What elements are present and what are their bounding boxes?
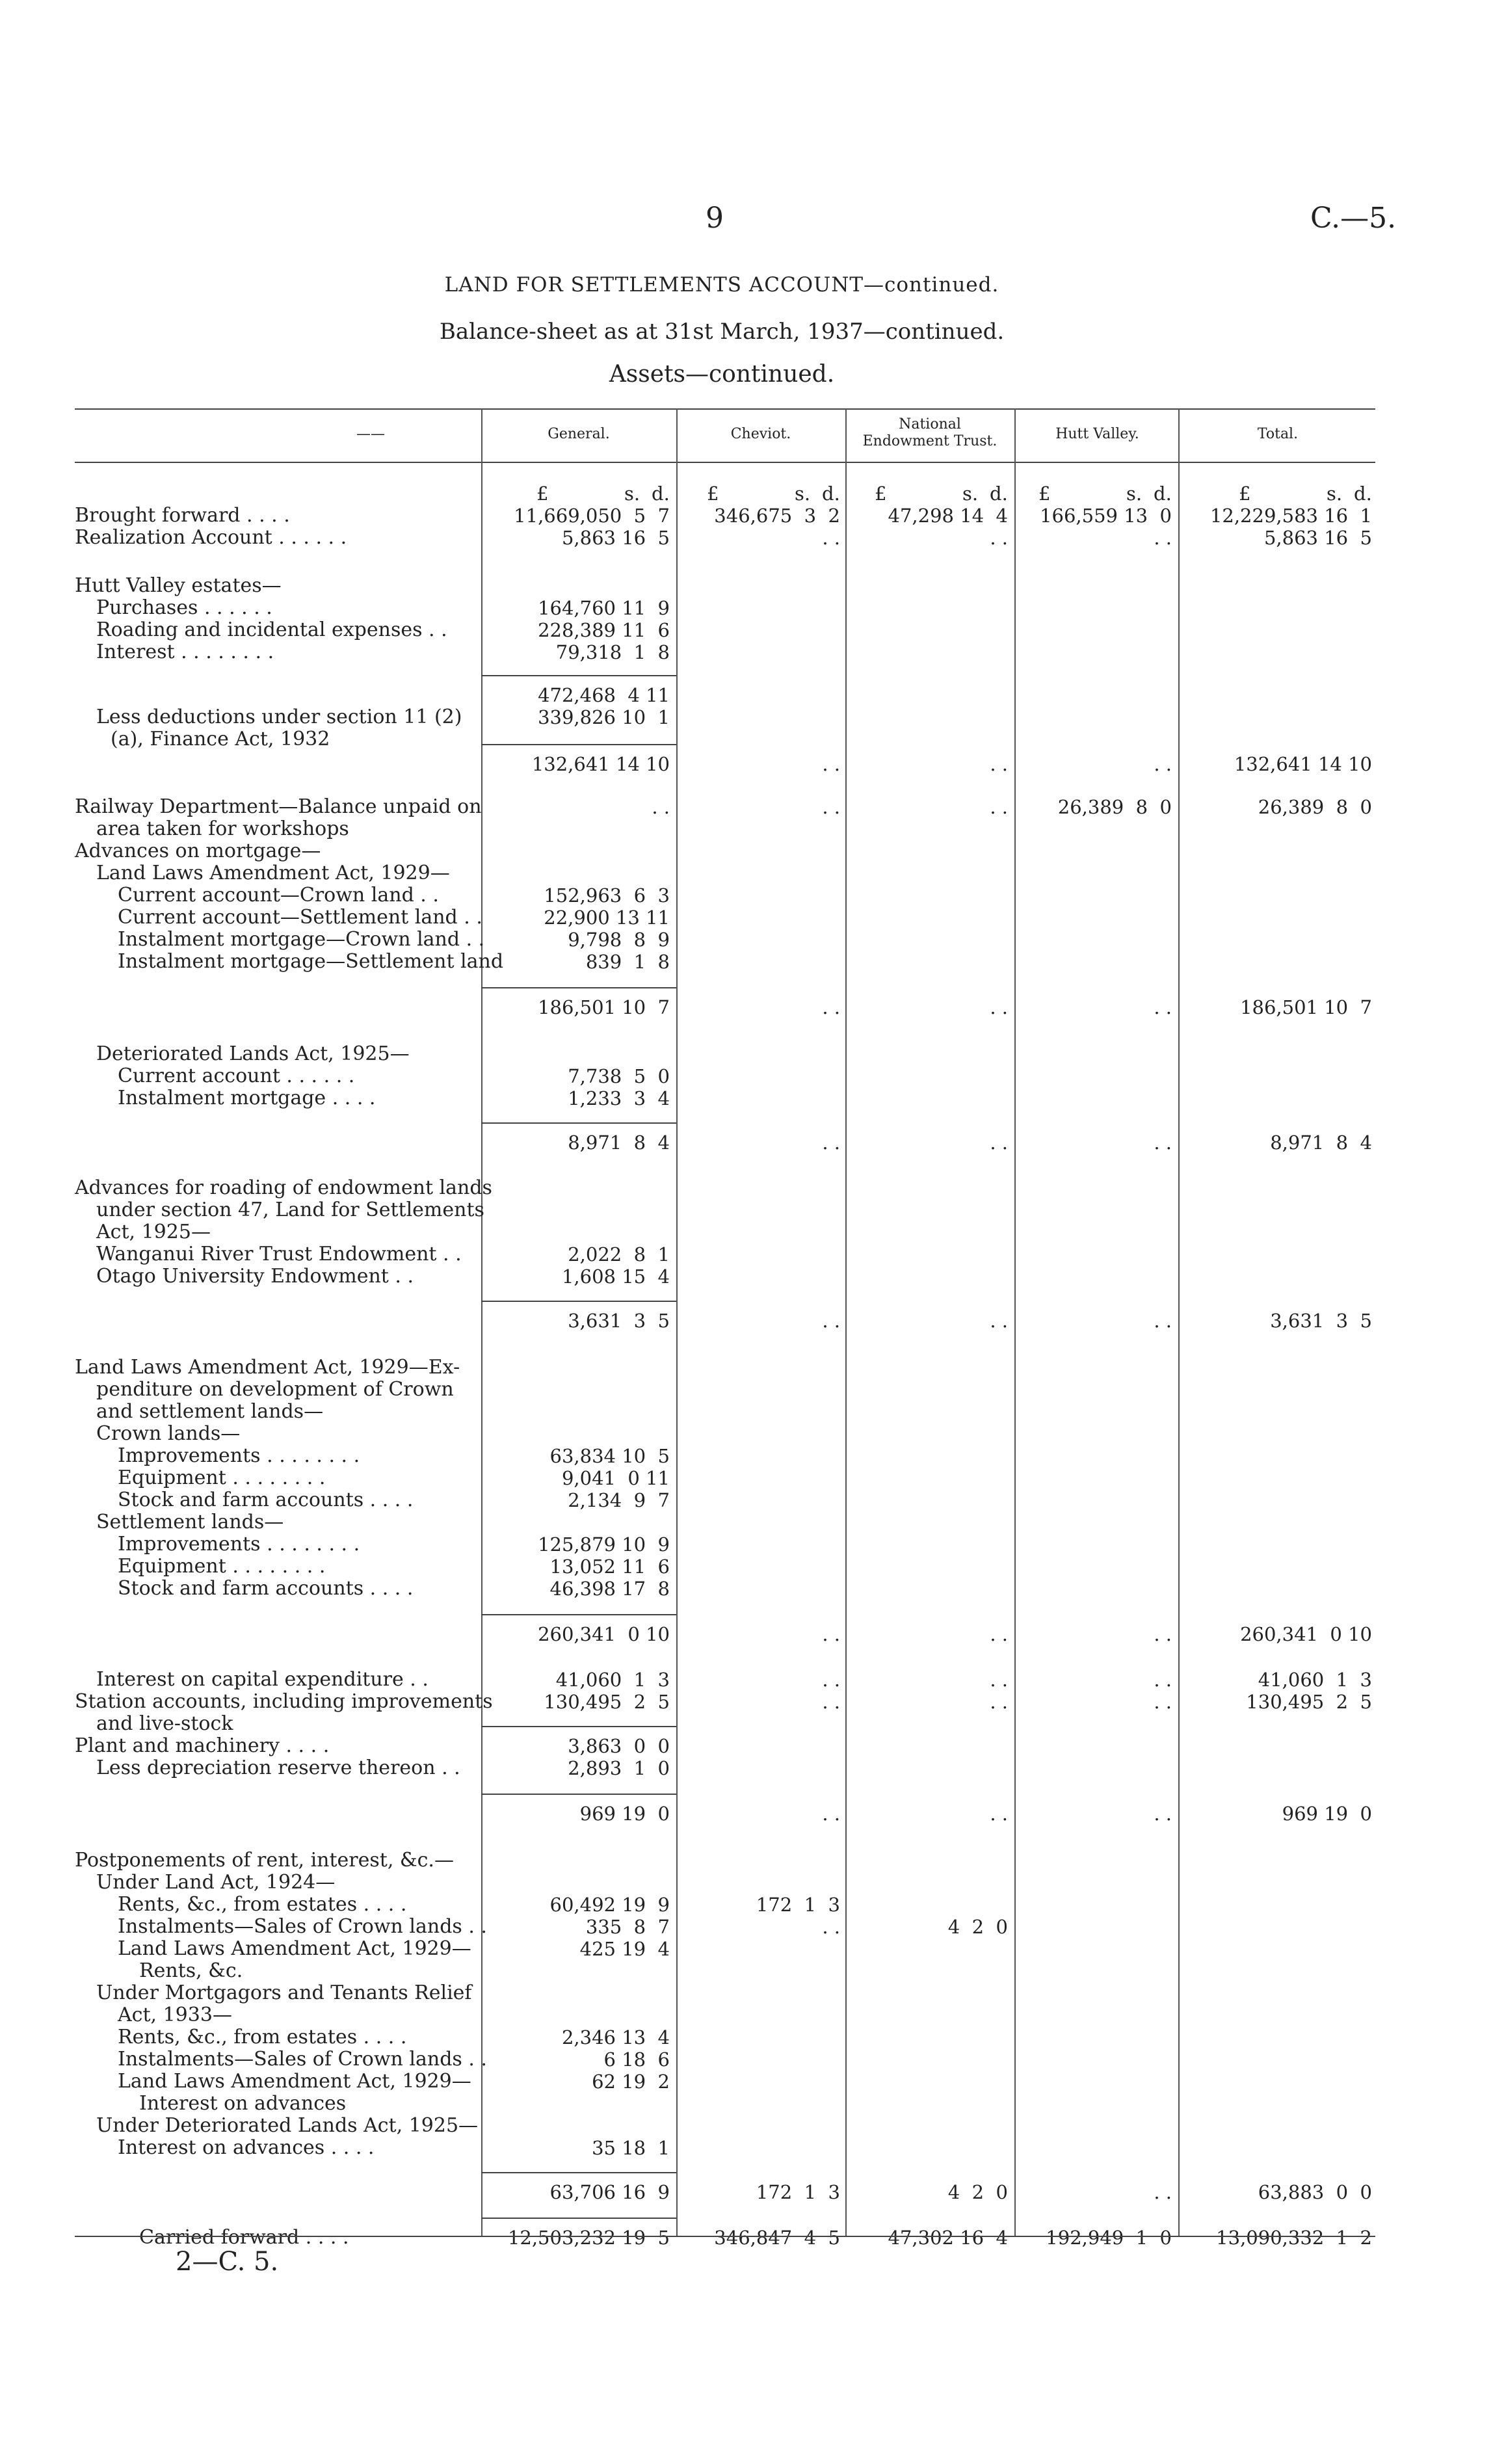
header-general: General. <box>548 426 610 442</box>
amount-national: . . <box>990 527 1008 549</box>
row-label: Equipment . . . . . . . . <box>118 1466 326 1489</box>
amount-cheviot: . . <box>822 753 840 775</box>
row-label: Current account—Settlement land . . <box>118 906 482 929</box>
amount-general: 9,798 8 9 <box>568 929 670 951</box>
row-label: Interest on advances . . . . <box>118 2136 375 2159</box>
amount-general: 8,971 8 4 <box>568 1132 670 1154</box>
amount-general: 335 8 7 <box>585 1916 670 1938</box>
header-national: National Endowment Trust. <box>862 416 998 449</box>
amount-total: 13,090,332 1 2 <box>1216 2227 1372 2249</box>
amount-cheviot: . . <box>822 1669 840 1691</box>
amount-general: 2,022 8 1 <box>568 1243 670 1265</box>
amount-general: 35 18 1 <box>592 2137 670 2159</box>
page-subtitle: Balance-sheet as at 31st March, 1937—continued. <box>439 319 1005 345</box>
amount-total: 12,229,583 16 1 <box>1209 505 1372 527</box>
amount-general: 3,631 3 5 <box>568 1310 670 1332</box>
column-divider <box>1178 408 1180 2236</box>
subtotal-rule <box>481 1794 676 1795</box>
subtotal-rule <box>481 1122 676 1124</box>
header-total: Total. <box>1257 426 1299 442</box>
amount-general: 186,501 10 7 <box>538 996 670 1018</box>
row-label: Otago University Endowment . . <box>96 1265 414 1288</box>
subtotal-rule <box>481 1726 676 1727</box>
amount-national: . . <box>990 796 1008 818</box>
row-label: Hutt Valley estates— <box>75 574 282 597</box>
row-label: Plant and machinery . . . . <box>75 1734 330 1757</box>
amount-general: 41,060 1 3 <box>555 1669 670 1691</box>
row-label: Land Laws Amendment Act, 1929—Ex- <box>75 1356 460 1379</box>
currency-pound-hutt: £ <box>1038 483 1051 505</box>
row-label: Under Land Act, 1924— <box>96 1871 336 1894</box>
amount-national: . . <box>990 1691 1008 1713</box>
row-label: Deteriorated Lands Act, 1925— <box>96 1042 410 1065</box>
row-label: Rents, &c. <box>139 1959 243 1982</box>
amount-hutt: . . <box>1154 1803 1172 1825</box>
amount-hutt: . . <box>1154 2181 1172 2203</box>
currency-pound-total: £ <box>1239 483 1251 505</box>
row-label: Land Laws Amendment Act, 1929— <box>96 862 450 884</box>
amount-general: 132,641 14 10 <box>531 753 670 775</box>
subtotal-rule <box>481 1614 676 1615</box>
row-label: Postponements of rent, interest, &c.— <box>75 1849 454 1872</box>
amount-general: 7,738 5 0 <box>568 1065 670 1087</box>
amount-general: 6 18 6 <box>603 2048 670 2071</box>
row-label: Interest on capital expenditure . . <box>96 1668 429 1691</box>
amount-general: 46,398 17 8 <box>549 1578 670 1600</box>
amount-general: 13,052 11 6 <box>549 1556 670 1578</box>
row-label: Wanganui River Trust Endowment . . <box>96 1243 462 1265</box>
amount-national: . . <box>990 1669 1008 1691</box>
amount-general: 2,893 1 0 <box>568 1757 670 1779</box>
row-label: Interest . . . . . . . . <box>96 641 274 663</box>
amount-national: 47,302 16 4 <box>888 2227 1008 2249</box>
row-label: Instalments—Sales of Crown lands . . <box>118 1915 487 1938</box>
row-label: penditure on development of Crown <box>96 1378 454 1401</box>
amount-cheviot: 346,675 3 2 <box>714 505 840 527</box>
amount-hutt: . . <box>1154 753 1172 775</box>
row-label: Brought forward . . . . <box>75 504 290 527</box>
amount-general: 1,233 3 4 <box>568 1087 670 1109</box>
amount-cheviot: 172 1 3 <box>756 2181 840 2203</box>
amount-total: 63,883 0 0 <box>1258 2181 1372 2203</box>
row-label: Carried forward . . . . <box>139 2226 349 2249</box>
column-divider <box>1014 408 1016 2236</box>
amount-cheviot: . . <box>822 1132 840 1154</box>
row-label: area taken for workshops <box>96 817 349 840</box>
currency-pence-hutt: d. <box>1154 483 1172 505</box>
amount-national: . . <box>990 1310 1008 1332</box>
amount-cheviot: 346,847 4 5 <box>714 2227 840 2249</box>
amount-total: 41,060 1 3 <box>1258 1669 1372 1691</box>
row-label: Current account . . . . . . <box>118 1065 355 1087</box>
amount-national: 4 2 0 <box>947 2181 1008 2203</box>
amount-cheviot: . . <box>822 796 840 818</box>
row-label: Crown lands— <box>96 1422 241 1445</box>
amount-cheviot: . . <box>822 1623 840 1645</box>
column-divider <box>481 408 482 2236</box>
amount-national: . . <box>990 996 1008 1018</box>
row-label: and settlement lands— <box>96 1400 324 1423</box>
amount-total: 130,495 2 5 <box>1246 1691 1372 1713</box>
currency-pence-cheviot: d. <box>822 483 840 505</box>
row-label: Instalment mortgage—Crown land . . <box>118 928 485 951</box>
row-label: Railway Department—Balance unpaid on <box>75 795 482 818</box>
amount-general: 12,503,232 19 5 <box>507 2227 670 2249</box>
amount-total: 3,631 3 5 <box>1270 1310 1372 1332</box>
amount-hutt: . . <box>1154 996 1172 1018</box>
amount-total: 8,971 8 4 <box>1270 1132 1372 1154</box>
amount-general: 339,826 10 1 <box>538 706 670 728</box>
currency-pence-total: d. <box>1354 483 1372 505</box>
amount-cheviot: . . <box>822 1916 840 1938</box>
row-label: Stock and farm accounts . . . . <box>118 1489 414 1511</box>
currency-pence-general: d. <box>652 483 670 505</box>
amount-national: 4 2 0 <box>947 1916 1008 1938</box>
amount-general: 9,041 0 11 <box>561 1467 670 1489</box>
amount-general: 60,492 19 9 <box>549 1894 670 1916</box>
page-title: LAND FOR SETTLEMENTS ACCOUNT—continued. <box>444 273 999 297</box>
amount-hutt: 26,389 8 0 <box>1057 796 1172 818</box>
amount-general: 2,346 13 4 <box>561 2026 670 2048</box>
row-label: Improvements . . . . . . . . <box>118 1533 360 1556</box>
row-label: and live-stock <box>96 1712 233 1735</box>
amount-national: . . <box>990 1132 1008 1154</box>
amount-hutt: . . <box>1154 1691 1172 1713</box>
row-label: Rents, &c., from estates . . . . <box>118 1893 407 1916</box>
section-heading: Assets—continued. <box>609 361 835 388</box>
row-label: Purchases . . . . . . <box>96 596 272 619</box>
amount-hutt: 192,949 1 0 <box>1046 2227 1172 2249</box>
amount-hutt: . . <box>1154 527 1172 549</box>
amount-total: 186,501 10 7 <box>1240 996 1372 1018</box>
amount-general: 839 1 8 <box>585 951 670 973</box>
currency-pound-national: £ <box>875 483 887 505</box>
amount-hutt: . . <box>1154 1623 1172 1645</box>
row-label: Instalment mortgage . . . . <box>118 1087 376 1109</box>
amount-general: 425 19 4 <box>579 1938 670 1960</box>
row-label: Instalment mortgage—Settlement land <box>118 950 504 973</box>
amount-total: 26,389 8 0 <box>1258 796 1372 818</box>
amount-hutt: . . <box>1154 1132 1172 1154</box>
row-label: Rents, &c., from estates . . . . <box>118 2026 407 2048</box>
row-label: Under Deteriorated Lands Act, 1925— <box>96 2114 479 2137</box>
amount-general: . . <box>652 796 670 818</box>
row-label: Less deductions under section 11 (2) <box>96 706 462 728</box>
row-label: Roading and incidental expenses . . <box>96 618 447 641</box>
amount-national: . . <box>990 753 1008 775</box>
row-label: Equipment . . . . . . . . <box>118 1555 326 1578</box>
amount-hutt: . . <box>1154 1669 1172 1691</box>
amount-general: 164,760 11 9 <box>538 597 670 619</box>
header-cheviot: Cheviot. <box>730 426 791 442</box>
currency-shillings-cheviot: s. <box>795 483 811 505</box>
amount-general: 62 19 2 <box>592 2071 670 2093</box>
row-label: Station accounts, including improvements <box>75 1690 493 1713</box>
amount-cheviot: . . <box>822 1691 840 1713</box>
currency-pound-cheviot: £ <box>707 483 719 505</box>
amount-general: 79,318 1 8 <box>555 641 670 663</box>
amount-general: 130,495 2 5 <box>544 1691 670 1713</box>
row-label: Act, 1925— <box>96 1221 211 1243</box>
row-label: Improvements . . . . . . . . <box>118 1444 360 1467</box>
row-label: Stock and farm accounts . . . . <box>118 1577 414 1600</box>
amount-general: 1,608 15 4 <box>561 1265 670 1288</box>
row-label: Instalments—Sales of Crown lands . . <box>118 2048 487 2071</box>
amount-cheviot: . . <box>822 996 840 1018</box>
amount-national: . . <box>990 1803 1008 1825</box>
amount-general: 969 19 0 <box>579 1803 670 1825</box>
subtotal-rule <box>481 987 676 988</box>
column-divider <box>845 408 847 2236</box>
amount-hutt: . . <box>1154 1310 1172 1332</box>
subtotal-rule <box>481 744 676 745</box>
table-bottom-rule <box>75 2236 1375 2237</box>
amount-general: 63,706 16 9 <box>549 2181 670 2203</box>
currency-pence-national: d. <box>990 483 1008 505</box>
amount-general: 260,341 0 10 <box>538 1623 670 1645</box>
amount-hutt: 166,559 13 0 <box>1040 505 1172 527</box>
subtotal-rule <box>481 675 676 676</box>
row-label: Advances on mortgage— <box>75 840 321 862</box>
amount-national: . . <box>990 1623 1008 1645</box>
amount-general: 2,134 9 7 <box>568 1489 670 1511</box>
row-label: under section 47, Land for Settlements <box>96 1199 484 1221</box>
amount-cheviot: . . <box>822 1803 840 1825</box>
amount-cheviot: 172 1 3 <box>756 1894 840 1916</box>
subtotal-rule <box>481 2172 676 2173</box>
currency-shillings-total: s. <box>1327 483 1343 505</box>
amount-general: 228,389 11 6 <box>538 619 670 641</box>
amount-total: 5,863 16 5 <box>1263 527 1372 549</box>
row-label: Land Laws Amendment Act, 1929— <box>118 1937 471 1960</box>
subtotal-rule <box>481 2218 676 2219</box>
amount-general: 5,863 16 5 <box>561 527 670 549</box>
amount-cheviot: . . <box>822 527 840 549</box>
amount-general: 22,900 13 11 <box>544 907 670 929</box>
row-label: Act, 1933— <box>118 2004 232 2026</box>
footer-signature: 2—C. 5. <box>176 2247 279 2277</box>
header-dash: —— <box>356 426 385 442</box>
document-reference: C.—5. <box>1310 202 1397 235</box>
row-label: (a), Finance Act, 1932 <box>111 728 330 750</box>
page-number: 9 <box>706 202 724 235</box>
amount-general: 152,963 6 3 <box>544 884 670 907</box>
amount-general: 125,879 10 9 <box>538 1533 670 1556</box>
currency-pound-general: £ <box>536 483 549 505</box>
amount-general: 472,468 4 11 <box>538 684 670 706</box>
amount-cheviot: . . <box>822 1310 840 1332</box>
row-label: Interest on advances <box>139 2092 347 2115</box>
row-label: Realization Account . . . . . . <box>75 526 347 549</box>
row-label: Under Mortgagors and Tenants Relief <box>96 1981 472 2004</box>
row-label: Less depreciation reserve thereon . . <box>96 1756 460 1779</box>
header-hutt: Hutt Valley. <box>1055 426 1139 442</box>
amount-total: 969 19 0 <box>1282 1803 1372 1825</box>
row-label: Land Laws Amendment Act, 1929— <box>118 2070 471 2093</box>
amount-national: 47,298 14 4 <box>888 505 1008 527</box>
amount-total: 260,341 0 10 <box>1240 1623 1372 1645</box>
table-top-rule <box>75 408 1375 410</box>
currency-shillings-hutt: s. <box>1126 483 1143 505</box>
row-label: Settlement lands— <box>96 1511 284 1533</box>
row-label: Advances for roading of endowment lands <box>75 1176 492 1199</box>
row-label: Current account—Crown land . . <box>118 884 439 907</box>
amount-total: 132,641 14 10 <box>1234 753 1372 775</box>
currency-shillings-national: s. <box>962 483 979 505</box>
header-bottom-rule <box>75 462 1375 463</box>
amount-general: 63,834 10 5 <box>549 1445 670 1467</box>
amount-general: 3,863 0 0 <box>568 1735 670 1757</box>
subtotal-rule <box>481 1301 676 1302</box>
column-divider <box>676 408 678 2236</box>
currency-shillings-general: s. <box>624 483 641 505</box>
amount-general: 11,669,050 5 7 <box>514 505 670 527</box>
